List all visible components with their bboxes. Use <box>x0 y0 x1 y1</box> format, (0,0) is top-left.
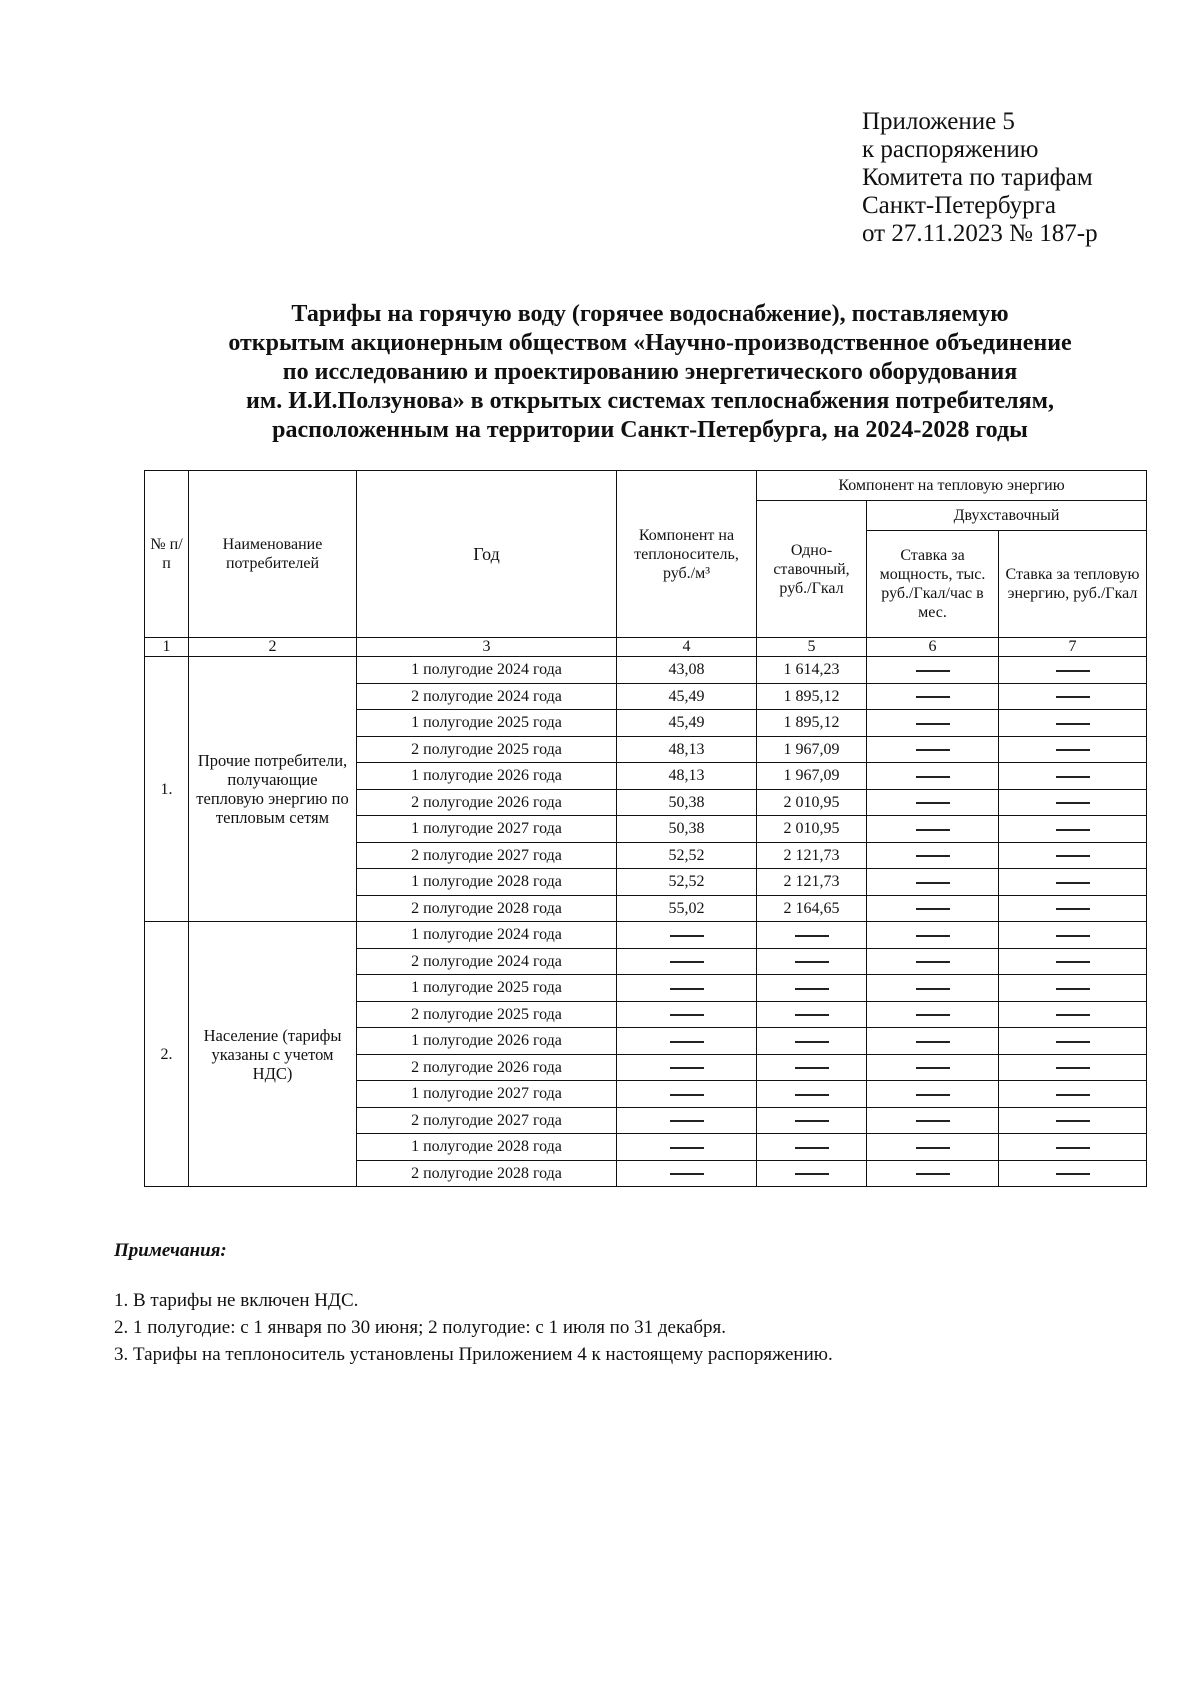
cell-energy-rate <box>999 816 1147 843</box>
note-item: 2. 1 полугодие: с 1 января по 30 июня; 2 полугодие: с 1 июля по 31 декабря. <box>114 1317 726 1338</box>
dash-mark <box>1056 1041 1090 1043</box>
cell-capacity <box>867 895 999 922</box>
group-consumer: Население (тарифы указаны с учетом НДС) <box>189 922 357 1187</box>
dash-mark <box>795 1173 829 1175</box>
dash-mark <box>1056 776 1090 778</box>
table-row <box>145 657 1147 684</box>
dash-mark <box>1056 1147 1090 1149</box>
cell-capacity <box>867 1001 999 1028</box>
header-carrier: Компонент на теплоноситель, руб./м³ <box>617 471 757 638</box>
cell-capacity <box>867 1081 999 1108</box>
dash-mark <box>916 1094 950 1096</box>
dash-mark <box>916 882 950 884</box>
cell-energy-rate <box>999 1054 1147 1081</box>
column-number: 7 <box>999 638 1147 657</box>
dash-mark <box>916 988 950 990</box>
cell-carrier: 50,38 <box>617 816 757 843</box>
notes-title: Примечания: <box>114 1240 227 1261</box>
column-number: 2 <box>189 638 357 657</box>
dash-mark <box>670 1041 704 1043</box>
cell-carrier <box>617 1160 757 1187</box>
title-line: им. И.И.Ползунова» в открытых системах теплоснабжения потребителям, <box>246 388 1054 414</box>
cell-single <box>757 948 867 975</box>
cell-energy-rate <box>999 710 1147 737</box>
dash-mark <box>795 1041 829 1043</box>
cell-single: 1 967,09 <box>757 763 867 790</box>
cell-single: 2 121,73 <box>757 842 867 869</box>
cell-energy-rate <box>999 683 1147 710</box>
column-numbers-row <box>145 638 1147 657</box>
appendix-line: Санкт-Петербурга <box>862 192 1057 219</box>
cell-single <box>757 1054 867 1081</box>
cell-carrier: 50,38 <box>617 789 757 816</box>
cell-single <box>757 1160 867 1187</box>
cell-single <box>757 1107 867 1134</box>
header-capacity-rate: Ставка за мощность, тыс. руб./Гкал/час в мес. <box>867 531 999 638</box>
cell-carrier: 48,13 <box>617 736 757 763</box>
cell-energy-rate <box>999 895 1147 922</box>
cell-carrier: 52,52 <box>617 869 757 896</box>
cell-capacity <box>867 816 999 843</box>
column-number: 6 <box>867 638 999 657</box>
dash-mark <box>916 696 950 698</box>
cell-energy-rate <box>999 789 1147 816</box>
dash-mark <box>916 961 950 963</box>
appendix-line: к распоряжению <box>862 136 1039 163</box>
dash-mark <box>916 749 950 751</box>
dash-mark <box>670 1014 704 1016</box>
dash-mark <box>916 935 950 937</box>
title-line: открытым акционерным обществом «Научно-производственное объединение <box>228 330 1072 356</box>
cell-energy-rate <box>999 975 1147 1002</box>
column-number: 5 <box>757 638 867 657</box>
header-single-rate: Одно-ставочный, руб./Гкал <box>757 501 867 638</box>
cell-energy-rate <box>999 1160 1147 1187</box>
cell-period: 2 полугодие 2027 года <box>357 842 617 869</box>
dash-mark <box>1056 723 1090 725</box>
cell-period: 1 полугодие 2024 года <box>357 657 617 684</box>
appendix-line: Приложение 5 <box>862 108 1015 135</box>
cell-single <box>757 1028 867 1055</box>
cell-capacity <box>867 1134 999 1161</box>
dash-mark <box>1056 696 1090 698</box>
header-energy-rate: Ставка за тепловую энергию, руб./Гкал <box>999 531 1147 638</box>
appendix-block <box>862 108 1098 248</box>
cell-single <box>757 922 867 949</box>
cell-energy-rate <box>999 922 1147 949</box>
cell-capacity <box>867 842 999 869</box>
cell-carrier <box>617 1107 757 1134</box>
dash-mark <box>916 670 950 672</box>
table-body <box>145 657 1147 1187</box>
dash-mark <box>916 855 950 857</box>
column-number: 3 <box>357 638 617 657</box>
cell-single: 2 121,73 <box>757 869 867 896</box>
cell-period: 2 полугодие 2025 года <box>357 1001 617 1028</box>
cell-period: 2 полугодие 2026 года <box>357 789 617 816</box>
note-item: 3. Тарифы на теплоноситель установлены Приложением 4 к настоящему распоряжению. <box>114 1344 833 1365</box>
dash-mark <box>916 1147 950 1149</box>
cell-capacity <box>867 1028 999 1055</box>
dash-mark <box>1056 935 1090 937</box>
cell-period: 2 полугодие 2028 года <box>357 1160 617 1187</box>
cell-capacity <box>867 1160 999 1187</box>
note-item: 1. В тарифы не включен НДС. <box>114 1290 359 1311</box>
cell-energy-rate <box>999 1001 1147 1028</box>
notes-list <box>114 1287 833 1368</box>
cell-carrier: 45,49 <box>617 710 757 737</box>
dash-mark <box>670 988 704 990</box>
tariff-table <box>144 470 1147 1187</box>
cell-period: 1 полугодие 2025 года <box>357 710 617 737</box>
cell-capacity <box>867 975 999 1002</box>
appendix-line: от 27.11.2023 № 187-р <box>862 220 1098 247</box>
cell-single <box>757 1001 867 1028</box>
cell-carrier: 55,02 <box>617 895 757 922</box>
cell-energy-rate <box>999 736 1147 763</box>
cell-energy-rate <box>999 1081 1147 1108</box>
dash-mark <box>1056 829 1090 831</box>
table-row <box>145 922 1147 949</box>
title-line: расположенным на территории Санкт-Петербурга, на 2024-2028 годы <box>272 417 1028 443</box>
dash-mark <box>1056 908 1090 910</box>
dash-mark <box>1056 1094 1090 1096</box>
cell-carrier <box>617 948 757 975</box>
cell-period: 1 полугодие 2028 года <box>357 869 617 896</box>
cell-capacity <box>867 948 999 975</box>
cell-carrier: 52,52 <box>617 842 757 869</box>
cell-energy-rate <box>999 948 1147 975</box>
cell-energy-rate <box>999 1028 1147 1055</box>
cell-carrier: 45,49 <box>617 683 757 710</box>
dash-mark <box>670 1147 704 1149</box>
cell-capacity <box>867 763 999 790</box>
cell-single: 1 614,23 <box>757 657 867 684</box>
cell-capacity <box>867 736 999 763</box>
cell-single: 1 967,09 <box>757 736 867 763</box>
dash-mark <box>670 961 704 963</box>
cell-single <box>757 1081 867 1108</box>
cell-carrier <box>617 1001 757 1028</box>
dash-mark <box>1056 1067 1090 1069</box>
cell-period: 1 полугодие 2024 года <box>357 922 617 949</box>
cell-single: 1 895,12 <box>757 683 867 710</box>
cell-carrier <box>617 1028 757 1055</box>
dash-mark <box>795 961 829 963</box>
cell-energy-rate <box>999 657 1147 684</box>
dash-mark <box>916 1173 950 1175</box>
dash-mark <box>1056 988 1090 990</box>
cell-period: 1 полугодие 2026 года <box>357 763 617 790</box>
dash-mark <box>916 1014 950 1016</box>
dash-mark <box>916 723 950 725</box>
dash-mark <box>916 829 950 831</box>
dash-mark <box>670 1067 704 1069</box>
cell-period: 2 полугодие 2024 года <box>357 948 617 975</box>
column-number: 1 <box>145 638 189 657</box>
cell-carrier <box>617 975 757 1002</box>
dash-mark <box>1056 670 1090 672</box>
cell-carrier <box>617 922 757 949</box>
cell-single: 2 010,95 <box>757 816 867 843</box>
cell-carrier <box>617 1134 757 1161</box>
dash-mark <box>1056 882 1090 884</box>
dash-mark <box>916 802 950 804</box>
group-number: 1. <box>145 657 189 922</box>
title-line: Тарифы на горячую воду (горячее водоснабжение), поставляемую <box>291 301 1009 327</box>
cell-period: 2 полугодие 2027 года <box>357 1107 617 1134</box>
dash-mark <box>916 1120 950 1122</box>
dash-mark <box>916 1041 950 1043</box>
dash-mark <box>795 1147 829 1149</box>
cell-period: 2 полугодие 2026 года <box>357 1054 617 1081</box>
cell-carrier <box>617 1054 757 1081</box>
title-line: по исследованию и проектированию энергетического оборудования <box>282 359 1018 385</box>
dash-mark <box>1056 961 1090 963</box>
cell-carrier: 48,13 <box>617 763 757 790</box>
header-consumer: Наименование потребителей <box>189 471 357 638</box>
cell-capacity <box>867 657 999 684</box>
appendix-line: Комитета по тарифам <box>862 164 1093 191</box>
cell-capacity <box>867 1054 999 1081</box>
cell-single <box>757 975 867 1002</box>
group-consumer: Прочие потребители, получающие тепловую энергию по тепловым сетям <box>189 657 357 922</box>
cell-period: 1 полугодие 2027 года <box>357 1081 617 1108</box>
header-two-part: Двухставочный <box>867 501 1147 531</box>
cell-energy-rate <box>999 869 1147 896</box>
dash-mark <box>1056 802 1090 804</box>
dash-mark <box>916 908 950 910</box>
header-num: № п/ п <box>145 471 189 638</box>
cell-capacity <box>867 710 999 737</box>
dash-mark <box>795 935 829 937</box>
cell-carrier <box>617 1081 757 1108</box>
column-number: 4 <box>617 638 757 657</box>
dash-mark <box>670 935 704 937</box>
cell-period: 2 полугодие 2028 года <box>357 895 617 922</box>
dash-mark <box>1056 1120 1090 1122</box>
header-energy-group: Компонент на тепловую энергию <box>757 471 1147 501</box>
cell-carrier: 43,08 <box>617 657 757 684</box>
dash-mark <box>1056 1014 1090 1016</box>
cell-capacity <box>867 869 999 896</box>
cell-capacity <box>867 1107 999 1134</box>
dash-mark <box>795 1094 829 1096</box>
dash-mark <box>1056 749 1090 751</box>
cell-period: 2 полугодие 2025 года <box>357 736 617 763</box>
cell-capacity <box>867 683 999 710</box>
cell-period: 1 полугодие 2027 года <box>357 816 617 843</box>
dash-mark <box>795 1067 829 1069</box>
dash-mark <box>670 1120 704 1122</box>
dash-mark <box>916 776 950 778</box>
cell-capacity <box>867 789 999 816</box>
cell-energy-rate <box>999 1134 1147 1161</box>
dash-mark <box>795 1014 829 1016</box>
dash-mark <box>670 1173 704 1175</box>
cell-single: 2 010,95 <box>757 789 867 816</box>
cell-energy-rate <box>999 763 1147 790</box>
cell-single: 1 895,12 <box>757 710 867 737</box>
header-year: Год <box>357 471 617 638</box>
cell-capacity <box>867 922 999 949</box>
document-title <box>120 300 1180 445</box>
dash-mark <box>670 1094 704 1096</box>
cell-single: 2 164,65 <box>757 895 867 922</box>
cell-energy-rate <box>999 1107 1147 1134</box>
cell-period: 1 полугодие 2025 года <box>357 975 617 1002</box>
cell-period: 1 полугодие 2028 года <box>357 1134 617 1161</box>
cell-energy-rate <box>999 842 1147 869</box>
dash-mark <box>1056 1173 1090 1175</box>
cell-period: 2 полугодие 2024 года <box>357 683 617 710</box>
dash-mark <box>795 1120 829 1122</box>
group-number: 2. <box>145 922 189 1187</box>
dash-mark <box>795 988 829 990</box>
cell-single <box>757 1134 867 1161</box>
dash-mark <box>1056 855 1090 857</box>
cell-period: 1 полугодие 2026 года <box>357 1028 617 1055</box>
dash-mark <box>916 1067 950 1069</box>
